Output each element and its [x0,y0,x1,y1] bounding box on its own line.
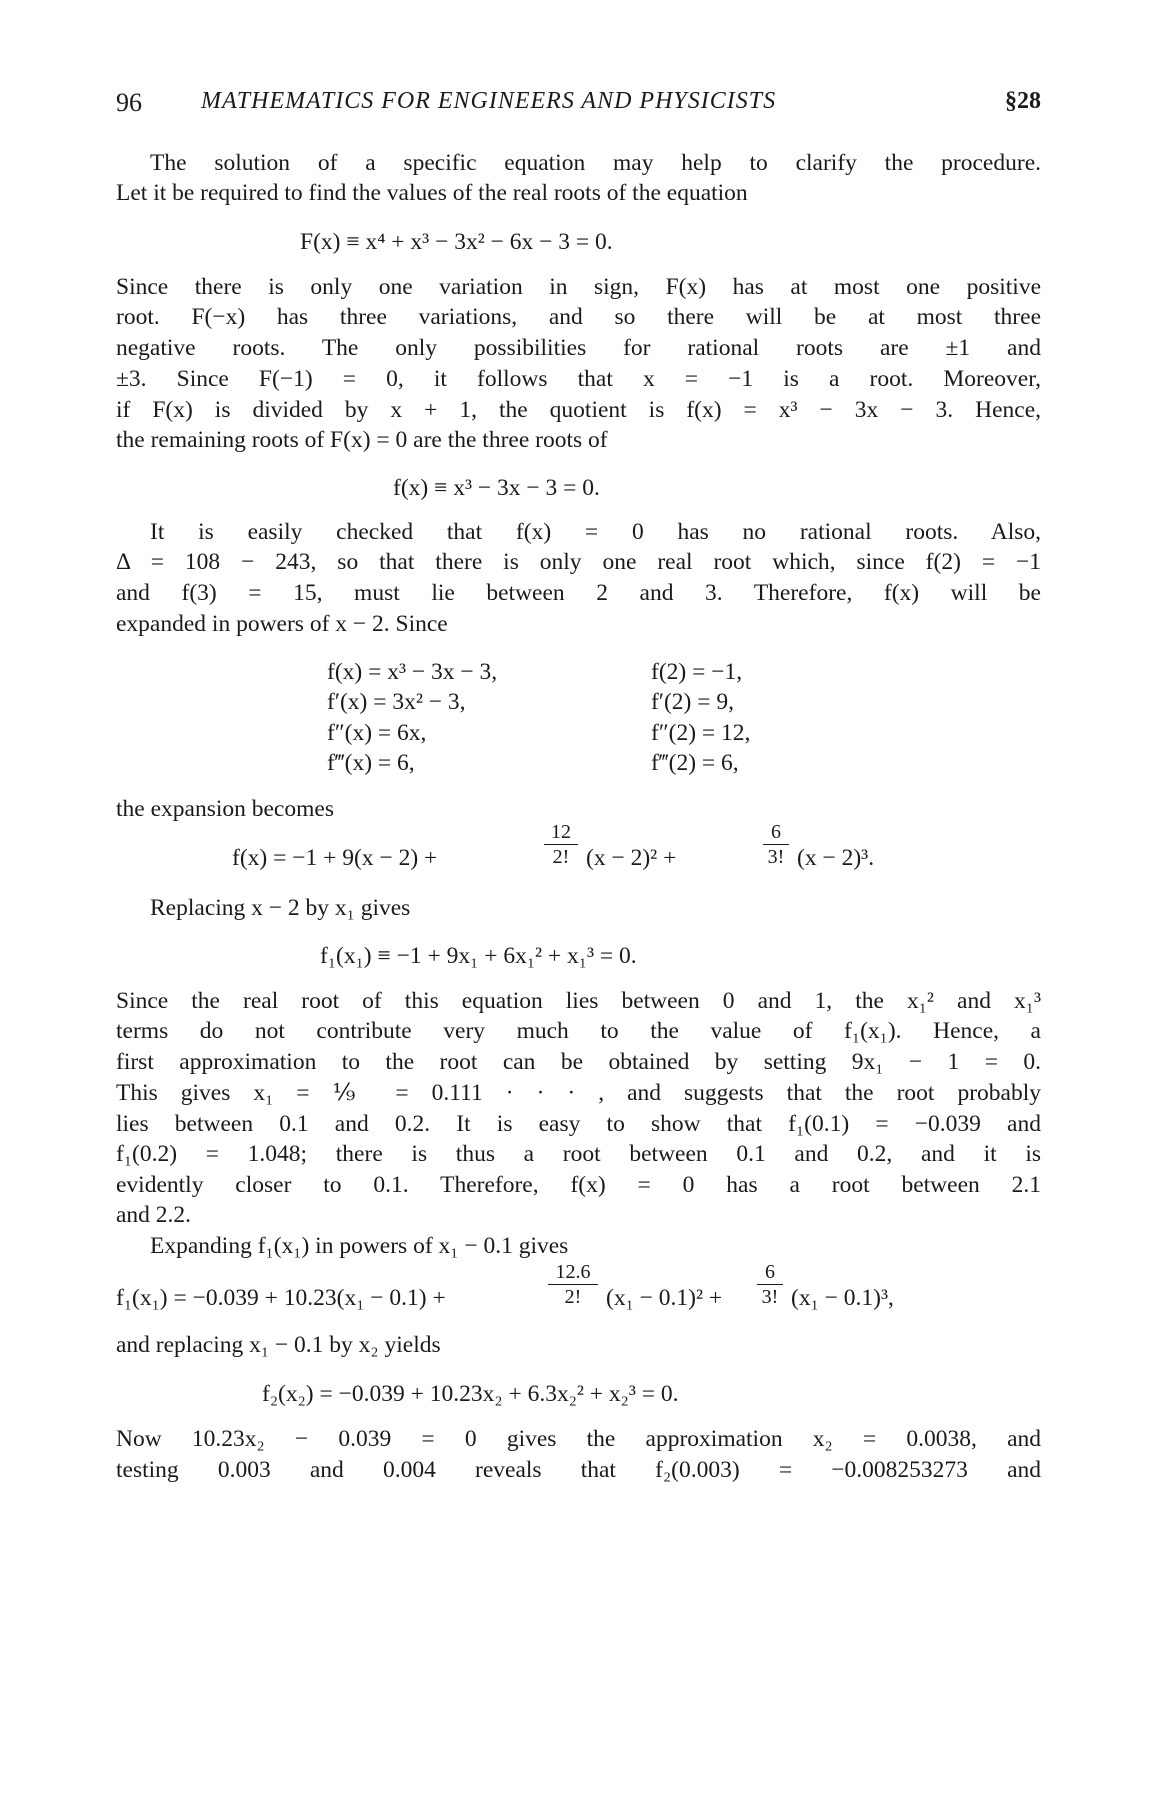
text-line: terms do not contribute very much to the value of f₁(x₁). Hence, a [116,1018,1041,1044]
fraction-numerator: 12.6 [555,1261,591,1283]
text-line: Let it be required to find the values of the real roots of the equation [116,180,748,206]
derivative-right: f‴(2) = 6, [651,750,739,776]
fraction [763,821,789,868]
fraction-numerator: 6 [765,1261,775,1283]
text-line: Expanding f₁(x₁) in powers of x₁ − 0.1 gives [150,1233,569,1259]
fraction [548,1261,598,1308]
running-header [116,88,1041,128]
eq-lhs: f₁(x₁) = −0.039 + 10.23(x₁ − 0.1) + [116,1285,446,1311]
derivative-left: f′(x) = 3x² − 3, [327,689,466,715]
equation-f2: f₂(x₂) = −0.039 + 10.23x₂ + 6.3x₂² + x₂³ = 0. [262,1381,679,1407]
eq-rhs: (x₁ − 0.1)³, [791,1285,894,1311]
text-line: and f(3) = 15, must lie between 2 and 3. Therefore, f(x) will be [116,580,1041,606]
text-line: lies between 0.1 and 0.2. It is easy to show that f₁(0.1) = −0.039 and [116,1111,1041,1137]
text-line: Since the real root of this equation lies between 0 and 1, the x₁² and x₁³ [116,988,1041,1014]
text-line: root. F(−x) has three variations, and so there will be at most three [116,304,1041,330]
equation-f1: f₁(x₁) ≡ −1 + 9x₁ + 6x₁² + x₁³ = 0. [320,943,637,969]
eq-mid: (x − 2)² + [586,845,677,871]
equation-f: f(x) ≡ x³ − 3x − 3 = 0. [393,475,600,501]
eq-mid: (x₁ − 0.1)² + [606,1285,723,1311]
text-line: Replacing x − 2 by x₁ gives [150,895,411,921]
fraction-numerator: 12 [551,821,571,843]
text-line: the expansion becomes [116,796,334,822]
text-line: It is easily checked that f(x) = 0 has no rational roots. Also, [150,519,1041,545]
text-line: negative roots. The only possibilities for rational roots are ±1 and [116,335,1041,361]
text-line: Since there is only one variation in sign, F(x) has at most one positive [116,274,1041,300]
text-line: This gives x₁ = ⅑ = 0.111 · · · , and suggests that the root probably [116,1080,1041,1106]
derivative-right: f′(2) = 9, [651,689,734,715]
fraction-denominator: 3! [767,846,785,868]
fraction-bar [763,844,789,845]
text-line: Now 10.23x₂ − 0.039 = 0 gives the approximation x₂ = 0.0038, and [116,1426,1041,1452]
equation-F: F(x) ≡ x⁴ + x³ − 3x² − 6x − 3 = 0. [300,229,613,255]
text-line: ±3. Since F(−1) = 0, it follows that x = −1 is a root. Moreover, [116,366,1041,392]
running-title: MATHEMATICS FOR ENGINEERS AND PHYSICISTS [201,88,777,114]
eq-rhs: (x − 2)³. [797,845,875,871]
derivative-right: f(2) = −1, [651,659,743,685]
text-line: f₁(0.2) = 1.048; there is thus a root between 0.1 and 0.2, and it is [116,1141,1041,1167]
section-number: §28 [1005,88,1041,114]
fraction-denominator: 2! [564,1286,582,1308]
fraction-numerator: 6 [771,821,781,843]
derivative-left: f(x) = x³ − 3x − 3, [327,659,498,685]
text-line: testing 0.003 and 0.004 reveals that f₂(0.003) = −0.008253273 and [116,1457,1041,1483]
text-line: Δ = 108 − 243, so that there is only one real root which, since f(2) = −1 [116,549,1041,575]
fraction-denominator: 3! [761,1286,779,1308]
text-line: and replacing x₁ − 0.1 by x₂ yields [116,1332,441,1358]
text-line: first approximation to the root can be obtained by setting 9x₁ − 1 = 0. [116,1049,1041,1075]
text-line: The solution of a specific equation may help to clarify the procedure. [150,150,1041,176]
text-line: and 2.2. [116,1202,192,1228]
fraction-bar [544,844,578,845]
fraction [757,1261,783,1308]
page-number: 96 [116,88,142,117]
fraction-bar [757,1284,783,1285]
derivative-left: f‴(x) = 6, [327,750,415,776]
fraction-denominator: 2! [552,846,570,868]
text-line: if F(x) is divided by x + 1, the quotient is f(x) = x³ − 3x − 3. Hence, [116,397,1041,423]
derivative-left: f″(x) = 6x, [327,720,427,746]
eq-lhs: f(x) = −1 + 9(x − 2) + [232,845,438,871]
fraction [544,821,578,868]
derivative-right: f″(2) = 12, [651,720,751,746]
fraction-bar [548,1284,598,1285]
text-line: evidently closer to 0.1. Therefore, f(x) = 0 has a root between 2.1 [116,1172,1041,1198]
text-line: expanded in powers of x − 2. Since [116,611,448,637]
text-line: the remaining roots of F(x) = 0 are the three roots of [116,427,608,453]
